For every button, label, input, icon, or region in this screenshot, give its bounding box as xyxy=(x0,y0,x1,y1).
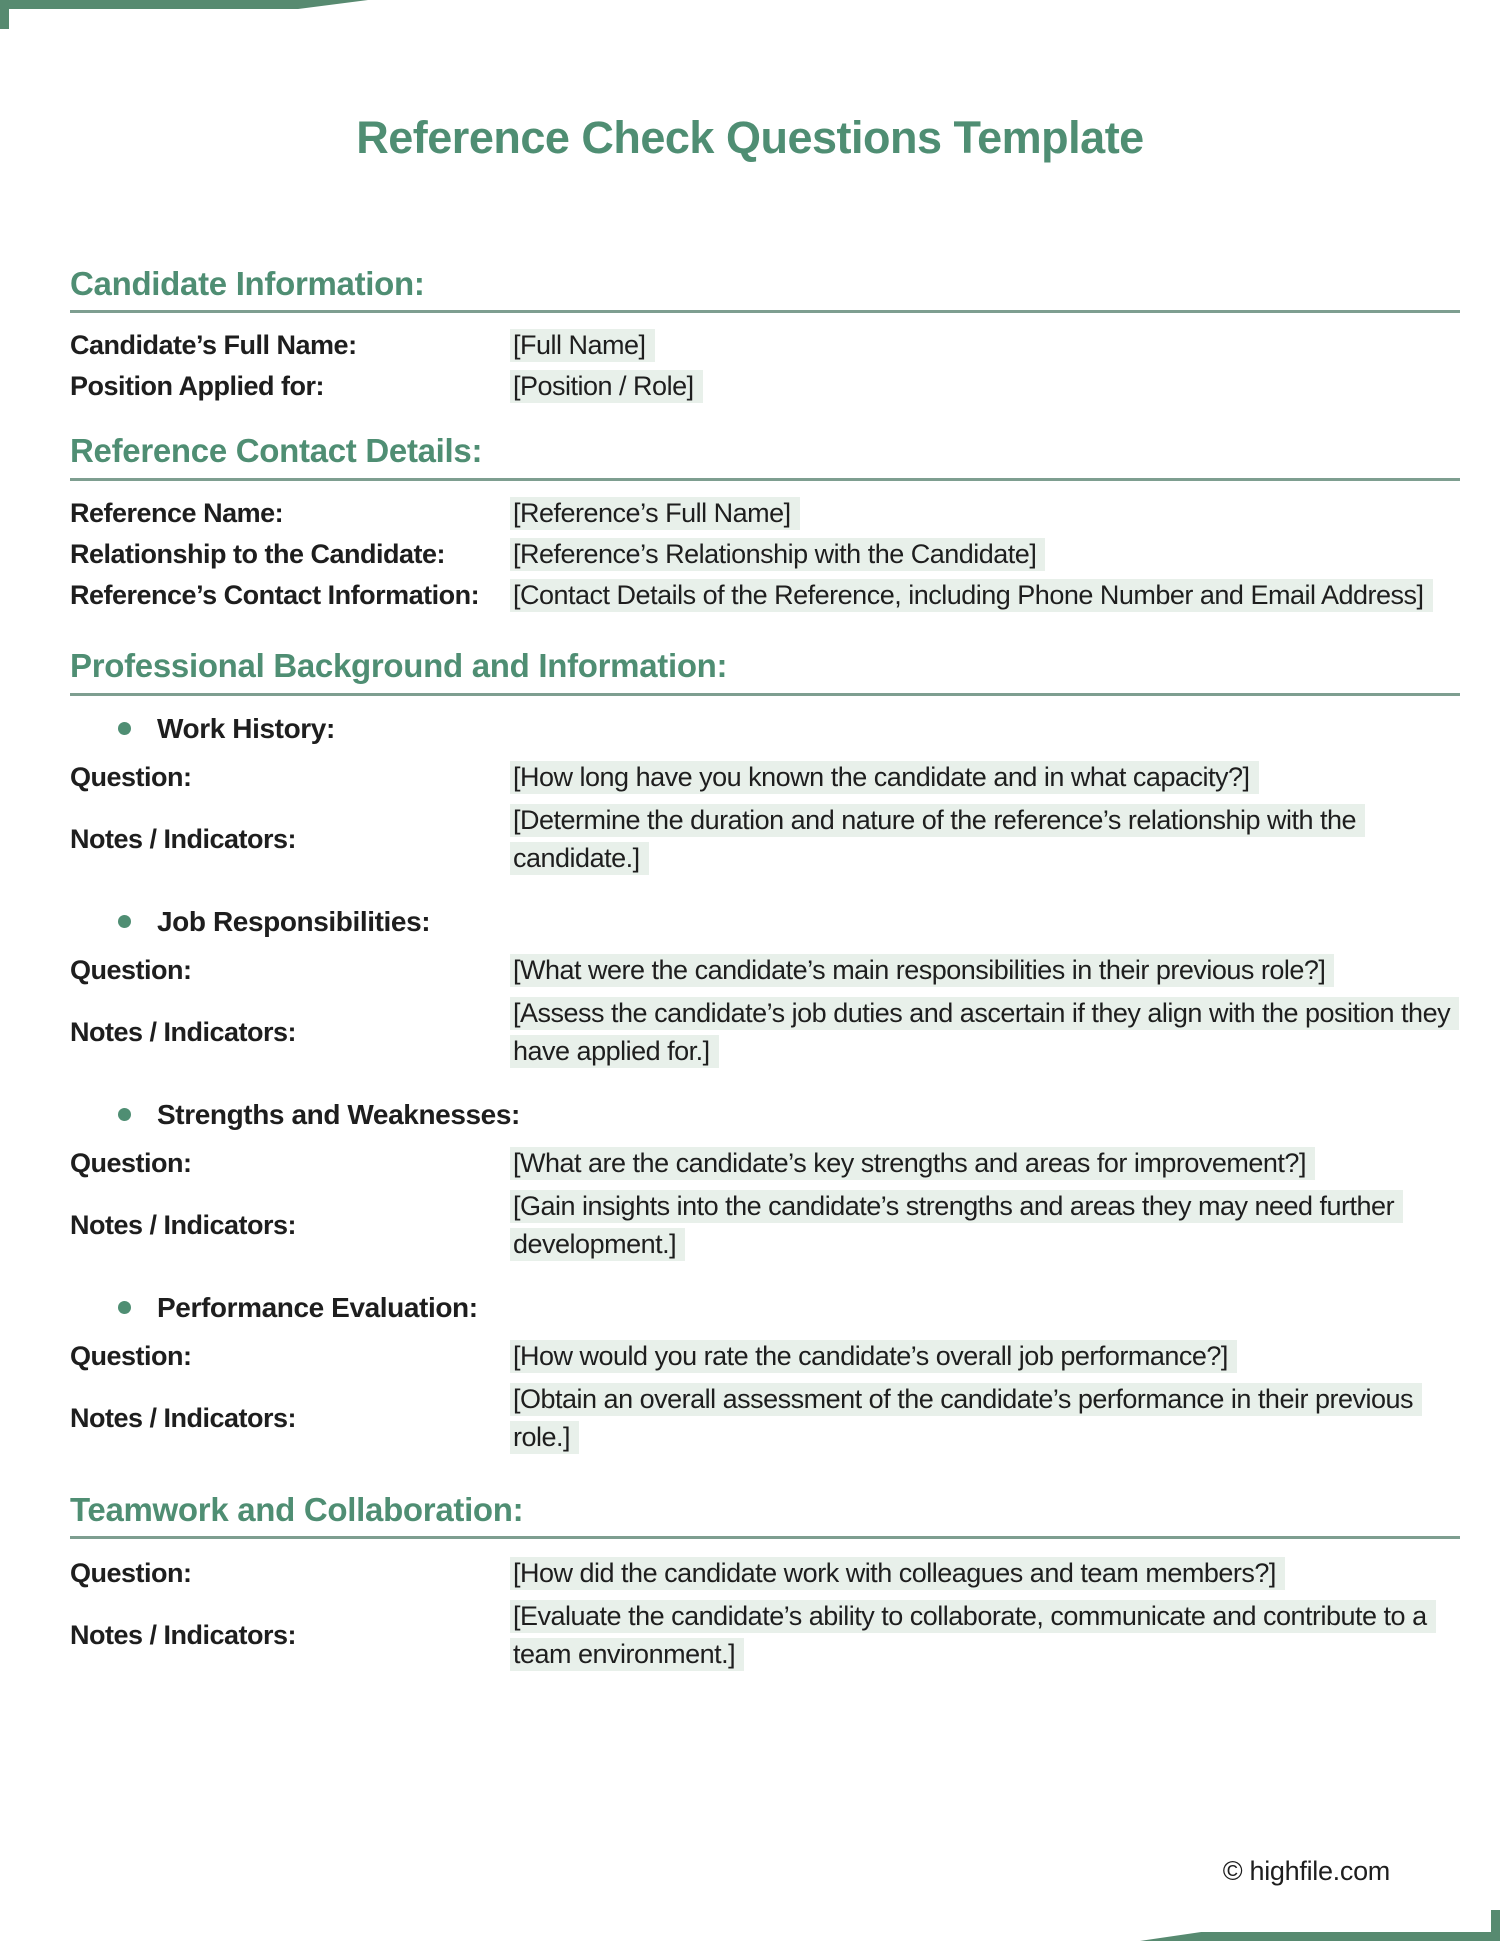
row-question xyxy=(70,758,1460,796)
notes-label: Notes / Indicators: xyxy=(70,1016,297,1047)
row-reference-name xyxy=(70,494,1460,532)
section-professional-background xyxy=(70,646,1460,1456)
field-value xyxy=(510,367,1460,405)
field-label: Reference Name: xyxy=(70,497,284,528)
section-reference-contact-details xyxy=(70,431,1460,614)
placeholder-highlight: [Full Name] xyxy=(510,329,655,362)
row-notes xyxy=(70,801,1460,877)
placeholder-highlight: [Obtain an overall assessment of the candidate’s performance in their previous role.] xyxy=(510,1383,1422,1454)
question-label: Question: xyxy=(70,761,192,792)
bullet-icon xyxy=(118,1301,131,1314)
row-reference-contact-information xyxy=(70,576,1460,614)
row-notes xyxy=(70,1380,1460,1456)
page-title: Reference Check Questions Template xyxy=(356,112,1144,163)
topic-title: Work History: xyxy=(157,712,335,744)
topic-title: Strengths and Weaknesses: xyxy=(157,1098,520,1130)
document-content xyxy=(0,264,1500,1673)
placeholder-highlight: [Reference’s Relationship with the Candidate] xyxy=(510,538,1045,571)
question-label: Question: xyxy=(70,1340,192,1371)
question-label: Question: xyxy=(70,954,192,985)
question-label: Question: xyxy=(70,1558,192,1589)
section-heading-teamwork-collaboration: Teamwork and Collaboration: xyxy=(70,1490,524,1528)
section-teamwork-collaboration xyxy=(70,1490,1460,1674)
placeholder-highlight: [Evaluate the candidate’s ability to collaborate, communicate and contribute to a team environment.] xyxy=(510,1600,1436,1671)
placeholder-highlight: [Assess the candidate’s job duties and ascertain if they align with the position they have applied for.] xyxy=(510,997,1459,1068)
question-value xyxy=(510,758,1460,796)
row-notes xyxy=(70,994,1460,1070)
top-left-decoration-strip xyxy=(0,0,9,29)
row-notes xyxy=(70,1597,1460,1673)
section-heading-reference-contact-details: Reference Contact Details: xyxy=(70,432,483,470)
notes-label: Notes / Indicators: xyxy=(70,1209,297,1240)
placeholder-highlight: [How long have you known the candidate and in what capacity?] xyxy=(510,761,1259,794)
placeholder-highlight: [How did the candidate work with colleagues and team members?] xyxy=(510,1557,1285,1590)
placeholder-highlight: [Reference’s Full Name] xyxy=(510,497,800,530)
topic-work-history xyxy=(118,710,1460,748)
notes-value xyxy=(510,1380,1460,1456)
field-label: Relationship to the Candidate: xyxy=(70,538,446,569)
question-value xyxy=(510,1554,1460,1592)
row-question xyxy=(70,951,1460,989)
section-divider xyxy=(70,693,1460,696)
section-heading-candidate-information: Candidate Information: xyxy=(70,264,425,302)
field-value xyxy=(510,494,1460,532)
bottom-right-decoration-strip xyxy=(1491,1910,1500,1941)
question-value xyxy=(510,951,1460,989)
question-label: Question: xyxy=(70,1147,192,1178)
question-value xyxy=(510,1144,1460,1182)
placeholder-highlight: [What are the candidate’s key strengths and areas for improvement?] xyxy=(510,1147,1315,1180)
row-candidate-full-name xyxy=(70,326,1460,364)
section-heading-professional-background: Professional Background and Information: xyxy=(70,646,728,684)
section-candidate-information xyxy=(70,264,1460,406)
bullet-icon xyxy=(118,915,131,928)
row-question xyxy=(70,1337,1460,1375)
row-question xyxy=(70,1554,1460,1592)
field-label: Reference’s Contact Information: xyxy=(70,579,480,610)
row-relationship-to-candidate xyxy=(70,535,1460,573)
notes-value xyxy=(510,1597,1460,1673)
top-left-decoration-bar xyxy=(0,0,368,9)
topic-performance-evaluation xyxy=(118,1289,1460,1327)
notes-label: Notes / Indicators: xyxy=(70,1620,297,1651)
topic-title: Performance Evaluation: xyxy=(157,1291,478,1323)
row-notes xyxy=(70,1187,1460,1263)
placeholder-highlight: [Gain insights into the candidate’s strengths and areas they may need further development.] xyxy=(510,1190,1403,1261)
placeholder-highlight: [Determine the duration and nature of the reference’s relationship with the candidate.] xyxy=(510,804,1365,875)
topic-job-responsibilities xyxy=(118,903,1460,941)
notes-value xyxy=(510,801,1460,877)
field-label: Candidate’s Full Name: xyxy=(70,330,357,361)
bullet-icon xyxy=(118,722,131,735)
topic-strengths-weaknesses xyxy=(118,1096,1460,1134)
row-position-applied-for xyxy=(70,367,1460,405)
placeholder-highlight: [What were the candidate’s main responsibilities in their previous role?] xyxy=(510,954,1334,987)
row-question xyxy=(70,1144,1460,1182)
footer-credit: © highfile.com xyxy=(1222,1856,1390,1886)
field-value xyxy=(510,535,1460,573)
notes-value xyxy=(510,1187,1460,1263)
placeholder-highlight: [Position / Role] xyxy=(510,370,703,403)
notes-label: Notes / Indicators: xyxy=(70,1402,297,1433)
field-value xyxy=(510,576,1460,614)
placeholder-highlight: [How would you rate the candidate’s overall job performance?] xyxy=(510,1340,1237,1373)
notes-label: Notes / Indicators: xyxy=(70,823,297,854)
topic-title: Job Responsibilities: xyxy=(157,905,431,937)
placeholder-highlight: [Contact Details of the Reference, including Phone Number and Email Address] xyxy=(510,579,1433,612)
field-label: Position Applied for: xyxy=(70,371,324,402)
bottom-right-decoration-bar xyxy=(1140,1932,1500,1941)
bullet-icon xyxy=(118,1108,131,1121)
field-value xyxy=(510,326,1460,364)
notes-value xyxy=(510,994,1460,1070)
question-value xyxy=(510,1337,1460,1375)
